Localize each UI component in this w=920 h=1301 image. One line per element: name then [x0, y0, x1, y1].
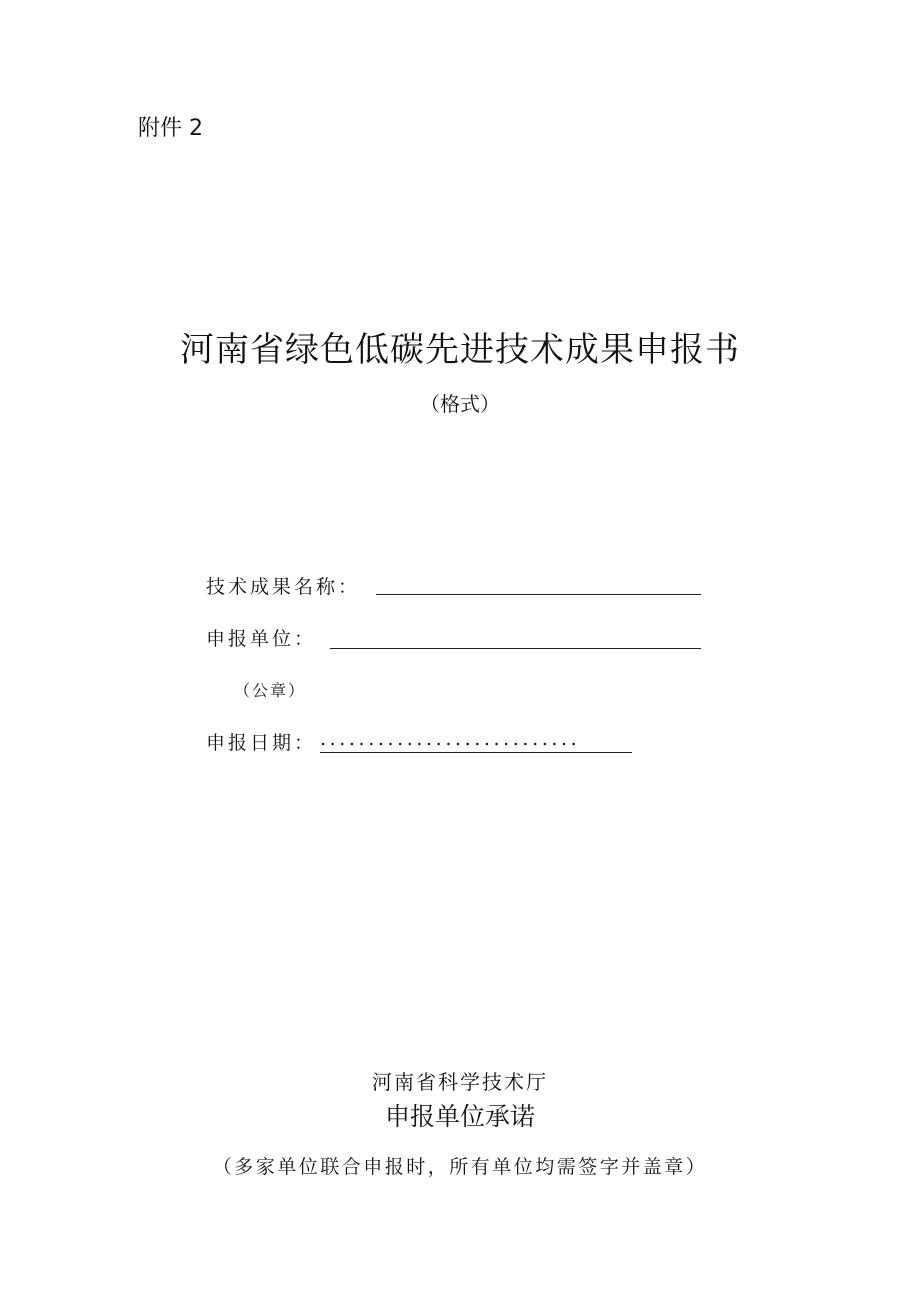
official-seal-note: （公章） [234, 681, 307, 700]
achievement-name-label: 技术成果名称： [206, 576, 361, 598]
application-date-blank: ........................... [320, 728, 632, 753]
attachment-label: 附件 2 [138, 116, 203, 141]
applicant-unit-label: 申报单位： [206, 628, 317, 650]
achievement-name-blank-line [376, 594, 701, 595]
document-subtitle: （格式） [420, 392, 500, 416]
organization-name: 河南省科学技术厅 [372, 1070, 548, 1094]
document-title: 河南省绿色低碳先进技术成果申报书 [180, 330, 740, 370]
applicant-unit-blank-line [330, 648, 701, 649]
commitment-heading: 申报单位承诺 [384, 1102, 535, 1131]
joint-application-note: （多家单位联合申报时，所有单位均需签字并盖章） [212, 1156, 708, 1178]
application-date-label: 申报日期： [206, 732, 317, 754]
